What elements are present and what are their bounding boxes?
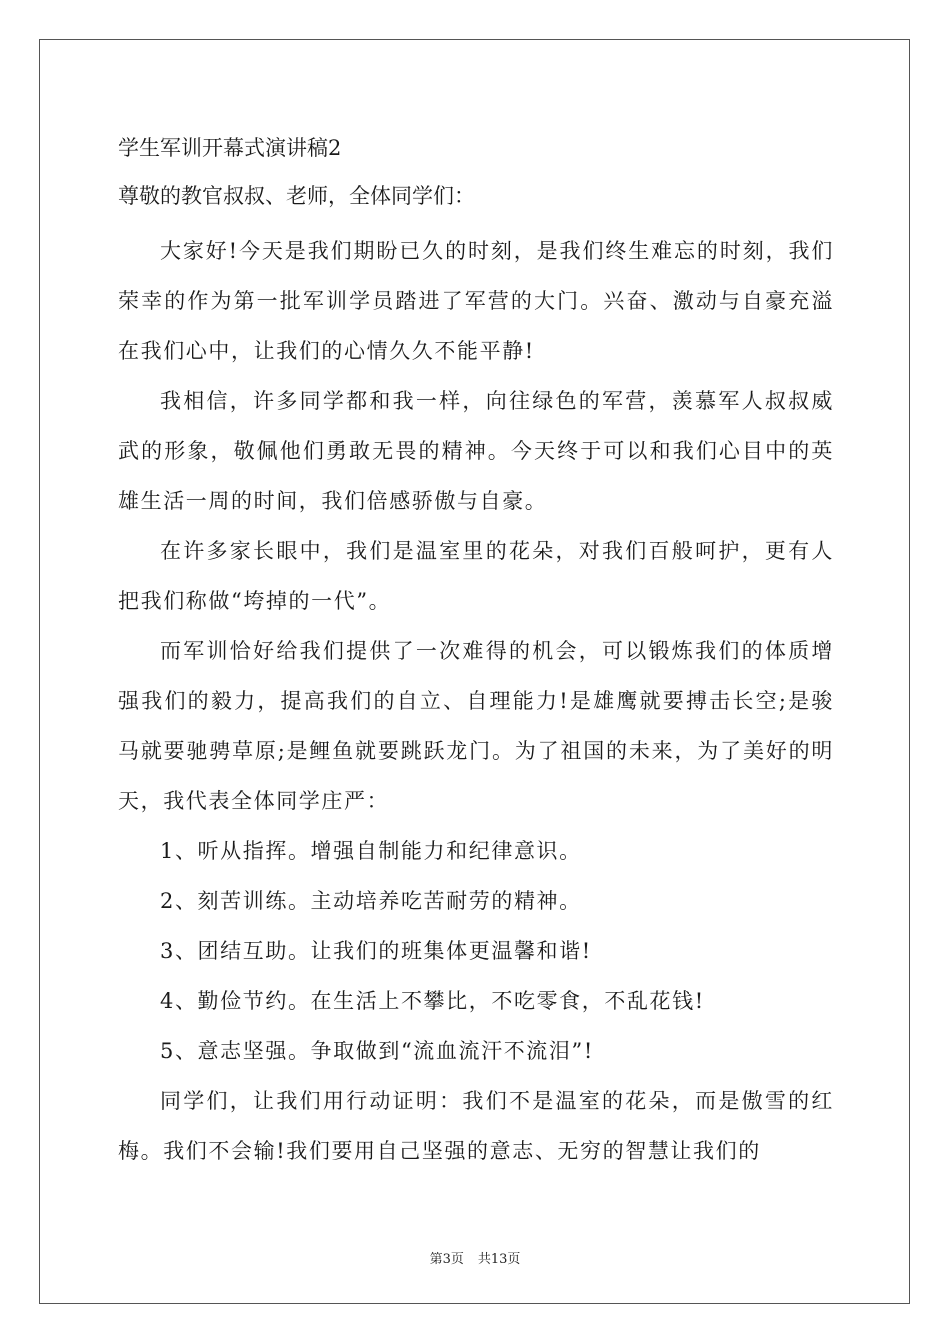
paragraph-closing: 同学们，让我们用行动证明：我们不是温室的花朵，而是傲雪的红梅。我们不会输!我们要用自己坚强的意志、无穷的智慧让我们的 [118,1089,834,1163]
pledge-item-2: 2、刻苦训练。主动培养吃苦耐劳的精神。 [160,889,582,913]
document-title: 学生军训开幕式演讲稿2 [118,136,342,160]
paragraph-greeting: 大家好!今天是我们期盼已久的时刻，是我们终生难忘的时刻，我们荣幸的作为第一批军训学员踏进了军营的大门。兴奋、激动与自豪充溢在我们心中，让我们的心情久久不能平静! [118,239,834,363]
paragraph-parents: 在许多家长眼中，我们是温室里的花朵，对我们百般呵护，更有人把我们称做“垮掉的一代”。 [118,539,834,613]
paragraph-training: 而军训恰好给我们提供了一次难得的机会，可以锻炼我们的体质增强我们的毅力，提高我们的自立、自理能力!是雄鹰就要搏击长空;是骏马就要驰骋草原;是鲤鱼就要跳跃龙门。为了祖国的未来，为了美好的明天，我代表全体同学庄严： [118,639,834,813]
pledge-item-4: 4、勤俭节约。在生活上不攀比，不吃零食，不乱花钱! [160,989,705,1013]
paragraph-belief: 我相信，许多同学都和我一样，向往绿色的军营，羡慕军人叔叔威武的形象，敬佩他们勇敢无畏的精神。今天终于可以和我们心目中的英雄生活一周的时间，我们倍感骄傲与自豪。 [118,389,834,513]
page-total: 共13页 [477,1252,521,1267]
salutation: 尊敬的教官叔叔、老师，全体同学们： [118,184,475,208]
page-number: 第3页 [429,1252,464,1267]
page-footer [0,1248,950,1267]
pledge-item-5: 5、意志坚强。争取做到“流血流汗不流泪”! [160,1039,594,1063]
pledge-item-1: 1、听从指挥。增强自制能力和纪律意识。 [160,839,582,863]
document-body [118,128,834,1176]
pledge-item-3: 3、团结互助。让我们的班集体更温馨和谐! [160,939,592,963]
